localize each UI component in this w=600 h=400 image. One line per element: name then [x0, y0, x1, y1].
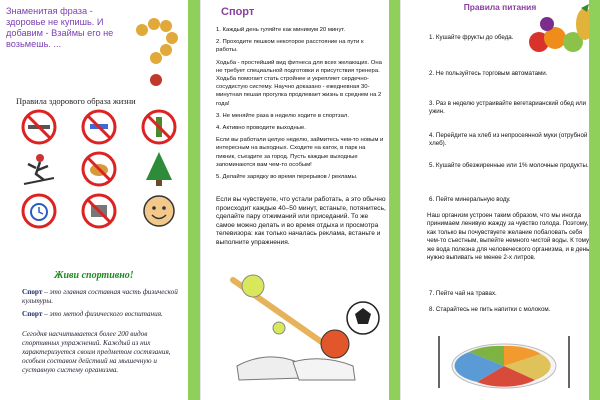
- decorative-green-stripe: [188, 0, 200, 400]
- right-panel: [400, 0, 600, 400]
- sport-term-1: Спорт: [22, 288, 43, 296]
- sport-tip-weekend: Если вы работали целую неделю, займитесь чем-то новым и интересным на выходных. Сходите на каток, в парк на пикник, съездите за город. Пусть каждые выходные запоминаются вам чем-то особым!: [216, 137, 384, 168]
- sport-break-paragraph: Если вы чувствуете, что устали работать, а это обычно происходит каждые 40–50 минут, встаньте, потянитесь, сделайте пару отжиманий или приседаний. То же самое можно делать и во время отдыха и просмотра телевизора: как только началась реклама, встаньте и выполните упражнения.: [216, 196, 386, 246]
- sport-definition-1: [22, 288, 182, 306]
- sport-tips: [216, 26, 384, 185]
- nutrition-item-3: 3. Раз в неделю устраивайте вегетарианский обед или ужин.: [429, 100, 587, 116]
- no-alcohol-icon: [134, 108, 184, 146]
- sport-definition-2: [22, 310, 182, 319]
- live-sport-heading: Живи спортивно!: [54, 270, 134, 281]
- nutrition-item-5: 5. Кушайте обезжиренные или 1% молочные продукты.: [429, 162, 589, 169]
- no-fast-food-icon: [74, 150, 124, 188]
- sports-equipment-icon: [213, 270, 383, 390]
- skier-icon: [14, 150, 64, 188]
- sport-definition-1-text: – это главная составная часть физической культуры.: [22, 288, 178, 305]
- sport-tip-2: 2. Проходите пешком некоторое расстояние на пути к работы.: [216, 39, 364, 54]
- question-mark-icon: [132, 16, 180, 86]
- sport-tip-4: 4. Активно проводите выходные.: [216, 125, 306, 132]
- decorative-green-stripe: [389, 0, 400, 400]
- nutrition-item-6: 6. Пейте минеральную воду.: [429, 196, 511, 203]
- nutrition-item-7: 7. Пейте чай на травах.: [429, 290, 497, 297]
- sport-tip-walking: Ходьба - простейший вид фитнеса для всех желающих. Она не требует специальной подготовки и присутствия тренера. Ходьба помогает стать стройнее и укрепляет сердечно-сосудистую систему. Научно доказано - ежедневная 30-минутная пешая прогулка продлевает жизнь в среднем на 2 года!: [216, 59, 382, 107]
- sport-title: Спорт: [221, 6, 255, 18]
- smiling-face-icon: [134, 192, 184, 230]
- sport-tip-5: 5. Делайте зарядку во время перерывов / рекламы.: [216, 174, 358, 181]
- no-smoking-icon: [14, 108, 64, 146]
- nutrition-item-4: 4. Перейдите на хлеб из непросеянной муки (отрубной хлеб).: [429, 132, 588, 148]
- rules-signs-grid: [14, 108, 186, 230]
- sport-term-2: Спорт: [22, 310, 43, 318]
- rules-title: Правила здорового образа жизни: [16, 96, 136, 106]
- nutrition-item-8: 8. Старайтесь не пить напитки с молоком.: [429, 306, 551, 313]
- nutrition-item-1: 1. Кушайте фрукты до обеда.: [429, 34, 514, 41]
- quote-text: Знаменитая фраза - здоровье не купишь. И добавим - Взаймы его не возьмешь. ...: [6, 6, 114, 49]
- water-paragraph: Наш организм устроен таким образом, что мы иногда принимаем ленивую жажду за чувство голода. Поэтому, как только вы почувствуете желание побаловать себя чем-то съестным, выпейте немного чистой воды. К тому же вода полезна для человеческого организма, и в день нужно выпивать не менее 2-х литров.: [427, 212, 590, 262]
- no-tv-icon: [74, 192, 124, 230]
- nutrition-title: Правила питания: [463, 2, 537, 12]
- decorative-green-stripe: [589, 0, 600, 400]
- alarm-clock-icon: [14, 192, 64, 230]
- left-panel: [0, 0, 200, 400]
- no-drugs-icon: [74, 108, 124, 146]
- food-plate-icon: [429, 322, 579, 394]
- middle-panel: [200, 0, 400, 400]
- sport-tip-3: 3. Не меняйте раза в неделю ходите в спортзал.: [216, 112, 349, 119]
- sport-definition-3: Сегодня насчитывается более 200 видов спортивных упражнений. Каждый из них характеризуется своим предметом состязания, особым составом действий на мышечную и суставную систему организма.: [22, 330, 171, 374]
- tree-icon: [134, 150, 184, 188]
- sport-tip-1: 1. Каждый день гуляйте как минимум 20 минут.: [216, 27, 346, 33]
- sport-definition-2-text: – это метод физического воспитания.: [42, 310, 163, 318]
- nutrition-item-2: 2. Не пользуйтесь торговым автоматами.: [429, 70, 548, 77]
- fruits-icon: [525, 2, 597, 58]
